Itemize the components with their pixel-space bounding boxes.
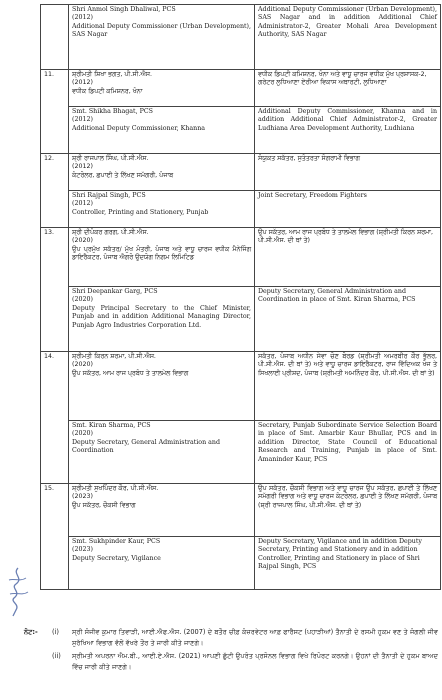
table-row	[41, 352, 441, 421]
officer-name-cell	[69, 107, 255, 154]
officer-batch-punjabi: (2020)	[72, 361, 93, 369]
officer-name-cell	[69, 5, 255, 70]
officer-batch: (2020)	[72, 296, 93, 304]
new-posting: Deputy Secretary, General Administration and Coordination in place of Smt. Kiran Sharma, PCS	[255, 287, 441, 352]
table-row	[41, 537, 441, 590]
officer-batch: (2020)	[72, 430, 93, 438]
officer-name-punjabi: ਸ਼੍ਰੀਮਤੀ ਕਿਰਨ ਸ਼ਰਮਾ, ਪੀ.ਸੀ.ਐਸ.	[72, 353, 156, 360]
table-row	[41, 70, 441, 107]
officer-name-cell	[69, 537, 255, 590]
notes-section	[24, 627, 438, 675]
officer-current-post: Deputy Principal Secretary to the Chief Minister, Punjab and in addition Additional Managing Director, Punjab Agro Industries Corporation Ltd.	[72, 304, 251, 329]
officer-batch: (2023)	[72, 546, 93, 554]
new-posting: Additional Deputy Commissioner, Khanna and in addition Additional Chief Administrator-2, Greater Ludhiana Area Development Authority, Ludhiana	[255, 107, 441, 154]
officer-current-post: Controller, Printing and Stationery, Punjab	[72, 208, 209, 216]
serial-number: 12.	[41, 154, 69, 228]
officer-name-cell	[69, 287, 255, 352]
new-posting-punjabi: ਸਕੱਤਰ, ਪੰਜਾਬ ਅਧੀਨ ਸੇਵਾ ਚੋਣ ਬੋਰਡ (ਸ਼੍ਰੀਮਤੀ ਅਮਰਬੀਰ ਕੌਰ ਭੁੱਲਰ, ਪੀ.ਸੀ.ਐਸ. ਦੀ ਥਾਂ ਤੇ) ਅਤੇ ਵਾਧੂ ਚਾਰਜ ਡਾਇਰੈਕਟਰ, ਰਾਜ ਵਿੱਦਿਅਕ ਖੋਜ ਤੇ ਸਿਖਲਾਈ ਪ੍ਰੀਸ਼ਦ, ਪੰਜਾਬ (ਸ਼੍ਰੀਮਤੀ ਅਮਨਿੰਦਰ ਕੌਰ, ਪੀ.ਸੀ.ਐਸ. ਦੀ ਥਾਂ ਤੇ)	[255, 352, 441, 421]
table-row	[41, 5, 441, 70]
officer-name-cell-punjabi	[69, 484, 255, 537]
officer-current-post: Deputy Secretary, Vigilance	[72, 554, 161, 562]
officer-name-cell-punjabi	[69, 228, 255, 287]
new-posting-punjabi: ਉਪ ਸਕੱਤਰ, ਆਮ ਰਾਜ ਪ੍ਰਬੰਧ ਤੇ ਤਾਲਮੇਲ ਵਿਭਾਗ (ਸ਼੍ਰੀਮਤੀ ਕਿਰਨ ਸ਼ਰਮਾ, ਪੀ.ਸੀ.ਐਸ. ਦੀ ਥਾਂ ਤੇ)	[255, 228, 441, 287]
officer-name-punjabi: ਸ਼੍ਰੀਮਤੀ ਸ਼ਿਖਾ ਭਗਤ, ਪੀ.ਸੀ.ਐਸ.	[72, 71, 152, 78]
officer-name: Smt. Kiran Sharma, PCS	[72, 422, 151, 429]
table-row	[41, 191, 441, 228]
new-posting-punjabi: ਸੰਯੁਕਤ ਸਕੱਤਰ, ਸੁਤੰਤਰਤਾ ਸੰਗਰਾਮੀ ਵਿਭਾਗ	[255, 154, 441, 191]
officer-current-post-punjabi: ਉਪ ਸਕੱਤਰ, ਆਮ ਰਾਜ ਪ੍ਰਬੰਧ ਤੇ ਤਾਲਮੇਲ ਵਿਭਾਗ	[72, 369, 189, 377]
new-posting: Additional Deputy Commissioner (Urban Development), SAS Nagar and in addition Additional Chief Administrator-2, Greater Mohali Area Development Authority, SAS Nagar	[255, 5, 441, 70]
officer-name: Shri Deepankar Garg, PCS	[72, 288, 158, 295]
officer-current-post: Additional Deputy Commissioner, Khanna	[72, 124, 206, 132]
serial-number: 15.	[41, 484, 69, 590]
table-row	[41, 154, 441, 191]
new-posting: Joint Secretary, Freedom Fighters	[255, 191, 441, 228]
note-text: ਸ੍ਰੀਮਤੀ ਅਪਰਨਾ ਐਮ.ਬੀ., ਆਈ.ਏ.ਐਸ. (2021) ਆਪਣੀ ਛੁੱਟੀ ਉਪਰੰਤ ਪ੍ਰਸੋਨਲ ਵਿਭਾਗ ਵਿਖੇ ਰਿਪੋਰਟ ਕਰਨਗੇ। ਉਹਨਾਂ ਦੀ ਤੈਨਾਤੀ ਦੇ ਹੁਕਮ ਬਾਅਦ ਵਿੱਚ ਜਾਰੀ ਕੀਤੇ ਜਾਣਗੇ।	[72, 652, 438, 671]
officer-current-post: Additional Deputy Commissioner (Urban Development), SAS Nagar	[72, 22, 251, 39]
officer-name-cell	[69, 191, 255, 228]
handwritten-signature	[4, 566, 32, 618]
officer-batch: (2012)	[72, 14, 93, 22]
table-row	[41, 287, 441, 352]
table-row	[41, 228, 441, 287]
transfer-orders-table	[40, 4, 441, 590]
officer-batch-punjabi: (2012)	[72, 79, 93, 87]
serial-number: 14.	[41, 352, 69, 484]
officer-current-post: Deputy Secretary, General Administration and Coordination	[72, 438, 220, 455]
officer-batch-punjabi: (2023)	[72, 493, 93, 501]
officer-name-cell-punjabi	[69, 154, 255, 191]
officer-name-cell-punjabi	[69, 70, 255, 107]
officer-batch: (2012)	[72, 116, 93, 124]
new-posting-punjabi: ਵਧੀਕ ਡਿਪਟੀ ਕਮਿਸ਼ਨਰ, ਖੰਨਾ ਅਤੇ ਵਾਧੂ ਚਾਰਜ ਵਧੀਕ ਮੁੱਖ ਪ੍ਰਸ਼ਾਸਕ-2, ਗਰੇਟਰ ਲੁਧਿਆਣਾ ਏਰੀਆ ਵਿਕਾਸ ਅਥਾਰਟੀ, ਲੁਧਿਆਣਾ	[255, 70, 441, 107]
table-row	[41, 107, 441, 154]
officer-name: Shri Anmol Singh Dhaliwal, PCS	[72, 6, 176, 13]
note-number: (i)	[52, 628, 59, 636]
officer-batch: (2012)	[72, 200, 93, 208]
note-item	[52, 627, 438, 649]
officer-name-cell-punjabi	[69, 352, 255, 421]
officer-name-cell	[69, 421, 255, 484]
officer-current-post-punjabi: ਵਧੀਕ ਡਿਪਟੀ ਕਮਿਸ਼ਨਰ, ਖੰਨਾ	[72, 87, 143, 95]
note-number: (ii)	[52, 652, 61, 660]
serial-number: 13.	[41, 228, 69, 352]
officer-current-post-punjabi: ਉਪ ਪ੍ਰਮੁੱਖ ਸਕੱਤਰ/ ਮੁੱਖ ਮੰਤਰੀ, ਪੰਜਾਬ ਅਤੇ ਵਾਧੂ ਚਾਰਜ ਵਧੀਕ ਮੈਨੇਜਿੰਗ ਡਾਇਰੈਕਟਰ, ਪੰਜਾਬ ਐਗਰੋ ਉਦਯੋਗ ਨਿਗਮ ਲਿਮਿਟਿਡ	[72, 245, 251, 262]
table-row	[41, 484, 441, 537]
officer-name: Shri Rajpal Singh, PCS	[72, 192, 146, 199]
officer-name: Smt. Shikha Bhagat, PCS	[72, 108, 153, 115]
new-posting: Deputy Secretary, Vigilance and in addition Deputy Secretary, Printing and Stationery and in addition Controller, Printing and Stationery in place of Shri Rajpal Singh, PCS	[255, 537, 441, 590]
officer-current-post-punjabi: ਉਪ ਸਕੱਤਰ, ਚੌਕਸੀ ਵਿਭਾਗ	[72, 501, 136, 509]
notes-label: ਨੋਟ:-	[24, 628, 38, 636]
serial-number	[41, 5, 69, 70]
note-item	[52, 651, 438, 673]
officer-name: Smt. Sukhpinder Kaur, PCS	[72, 538, 161, 545]
officer-name-punjabi: ਸ਼੍ਰੀਮਤੀ ਸੁਖਪਿੰਦਰ ਕੌਰ, ਪੀ.ਸੀ.ਐਸ.	[72, 485, 159, 492]
officer-name-punjabi: ਸ਼੍ਰੀ ਦੀਪੰਕਰ ਗਰਗ, ਪੀ.ਸੀ.ਐਸ.	[72, 229, 149, 236]
note-text: ਸ੍ਰੀ ਸੰਜੀਵ ਕੁਮਾਰ ਤਿਵਾੜੀ, ਆਈ.ਐਫ.ਐਸ. (2007) ਦੇ ਬਤੌਰ ਚੀਫ਼ ਕੰਜ਼ਰਵੇਟਰ ਆਫ਼ ਫਾਰੈਸਟ (ਪਹਾੜੀਆਂ) ਤੈਨਾਤੀ ਦੇ ਰਸਮੀ ਹੁਕਮ ਵਣ ਤੇ ਜੰਗਲੀ ਜੀਵ ਸੁਰੱਖਿਆ ਵਿਭਾਗ ਵੱਲੋਂ ਵੱਖਰੇ ਤੌਰ ਤੇ ਜਾਰੀ ਕੀਤੇ ਜਾਣਗੇ।	[72, 628, 438, 647]
officer-batch-punjabi: (2020)	[72, 237, 93, 245]
new-posting-punjabi: ਉਪ ਸਕੱਤਰ, ਚੌਕਸੀ ਵਿਭਾਗ ਅਤੇ ਵਾਧੂ ਚਾਰਜ ਉਪ ਸਕੱਤਰ, ਛਪਾਈ ਤੇ ਲਿੱਖਣ ਸਮੱਗਰੀ ਵਿਭਾਗ ਅਤੇ ਵਾਧੂ ਚਾਰਜ ਕੰਟਰੋਲਰ, ਛਪਾਈ ਤੇ ਲਿੱਖਣ ਸਮੱਗਰੀ, ਪੰਜਾਬ (ਸ਼੍ਰੀ ਰਾਜਪਾਲ ਸਿੰਘ, ਪੀ.ਸੀ.ਐਸ. ਦੀ ਥਾਂ ਤੇ)	[255, 484, 441, 537]
table-row	[41, 421, 441, 484]
officer-name-punjabi: ਸ਼੍ਰੀ ਰਾਜਪਾਲ ਸਿੰਘ, ਪੀ.ਸੀ.ਐਸ.	[72, 155, 149, 162]
officer-batch-punjabi: (2012)	[72, 163, 93, 171]
new-posting: Secretary, Punjab Subordinate Service Selection Board in place of Smt. Amarbir Kaur Bhullar, PCS and in addition Director, State Council of Educational Research and Training, Punjab in place of Smt. Amaninder Kaur, PCS	[255, 421, 441, 484]
serial-number: 11.	[41, 70, 69, 154]
officer-current-post-punjabi: ਕੰਟਰੋਲਰ, ਛਪਾਈ ਤੇ ਲਿੱਖਣ ਸਮੱਗਰੀ, ਪੰਜਾਬ	[72, 171, 174, 179]
